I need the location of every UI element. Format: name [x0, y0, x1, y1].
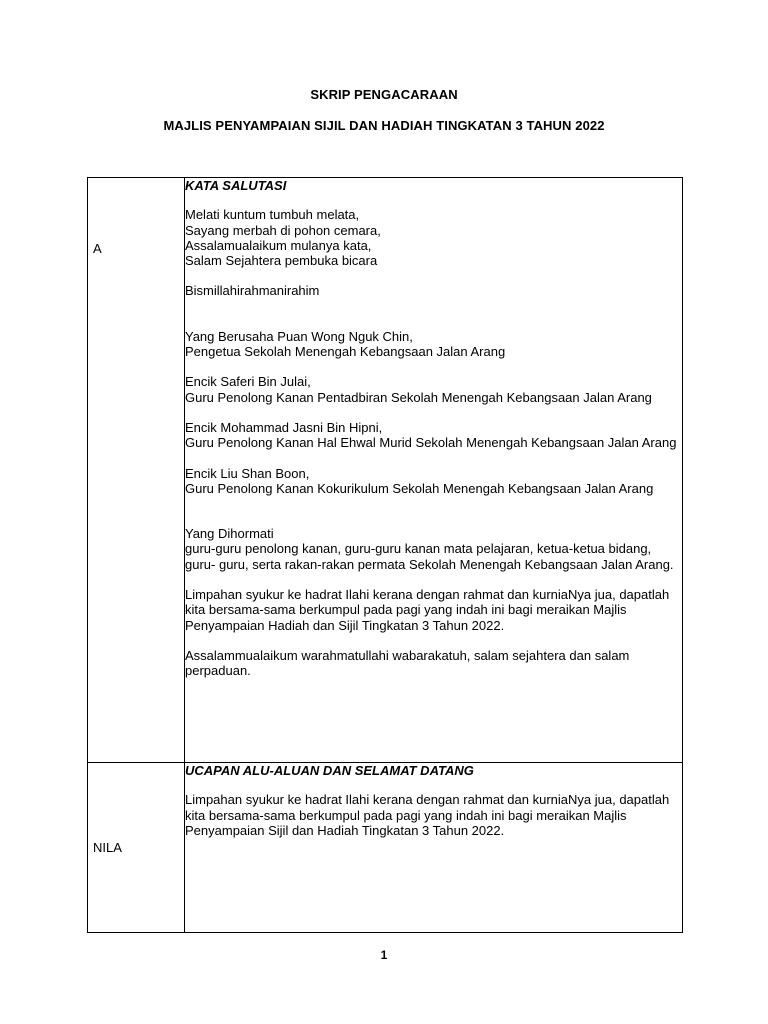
speaker-label: NILA — [93, 840, 122, 855]
page-number: 1 — [380, 948, 388, 962]
content-cell — [185, 178, 683, 763]
speaker-label: A — [93, 241, 102, 256]
bismillah-paragraph: Bismillahirahmanirahim — [185, 283, 320, 299]
speaker-cell — [88, 763, 185, 933]
table-row — [88, 178, 683, 763]
syukur-paragraph: Limpahan syukur ke hadrat Ilahi kerana dengan rahmat dan kurniaNya jua, dapatlah kita bersama-sama berkumpul pada pagi yang indah ini bagi meraikan Majlis Penyampaian Hadiah dan Sijil Tingkatan 3 Tahun 2022. — [185, 587, 670, 633]
document-subtitle: MAJLIS PENYAMPAIAN SIJIL DAN HADIAH TINGKATAN 3 TAHUN 2022 — [163, 118, 605, 133]
pantun-paragraph: Melati kuntum tumbuh melata, Sayang merbah di pohon cemara, Assalamualaikum mulanya kata, Salam Sejahtera pembuka bicara — [185, 207, 381, 269]
speaker-cell — [88, 178, 185, 763]
dihormati-paragraph: Yang Dihormati guru-guru penolong kanan, guru-guru kanan mata pelajaran, ketua-ketua bidang, guru- guru, serta rakan-rakan permata Sekolah Menengah Kebangsaan Jalan Arang. — [185, 526, 674, 572]
syukur-paragraph: Limpahan syukur ke hadrat Ilahi kerana dengan rahmat dan kurniaNya jua, dapatlah kita bersama-sama berkumpul pada pagi yang indah ini bagi meraikan Majlis Penyampaian Sijil dan Hadiah Tingkatan 3 Tahun 2022. — [185, 792, 670, 838]
gpk-pentadbiran-paragraph: Encik Saferi Bin Julai, Guru Penolong Kanan Pentadbiran Sekolah Menengah Kebangsaan Jalan Arang — [185, 374, 652, 405]
gpk-koku-paragraph: Encik Liu Shan Boon, Guru Penolong Kanan Kokurikulum Sekolah Menengah Kebangsaan Jalan Arang — [185, 465, 654, 496]
content-cell — [185, 763, 683, 933]
salam-paragraph: Assalammualaikum warahmatullahi wabarakatuh, salam sejahtera dan salam perpaduan. — [185, 647, 630, 679]
document-title: SKRIP PENGACARAAN — [310, 87, 458, 102]
script-table — [87, 177, 683, 933]
pengetua-paragraph: Yang Berusaha Puan Wong Nguk Chin, Pengetua Sekolah Menengah Kebangsaan Jalan Arang — [185, 328, 506, 360]
table-row — [88, 763, 683, 933]
section-heading: KATA SALUTASI — [185, 178, 287, 193]
section-heading: UCAPAN ALU-ALUAN DAN SELAMAT DATANG — [185, 763, 474, 778]
gpk-hem-paragraph: Encik Mohammad Jasni Bin Hipni, Guru Penolong Kanan Hal Ehwal Murid Sekolah Menengah Kebangsaan Jalan Arang — [185, 419, 677, 451]
